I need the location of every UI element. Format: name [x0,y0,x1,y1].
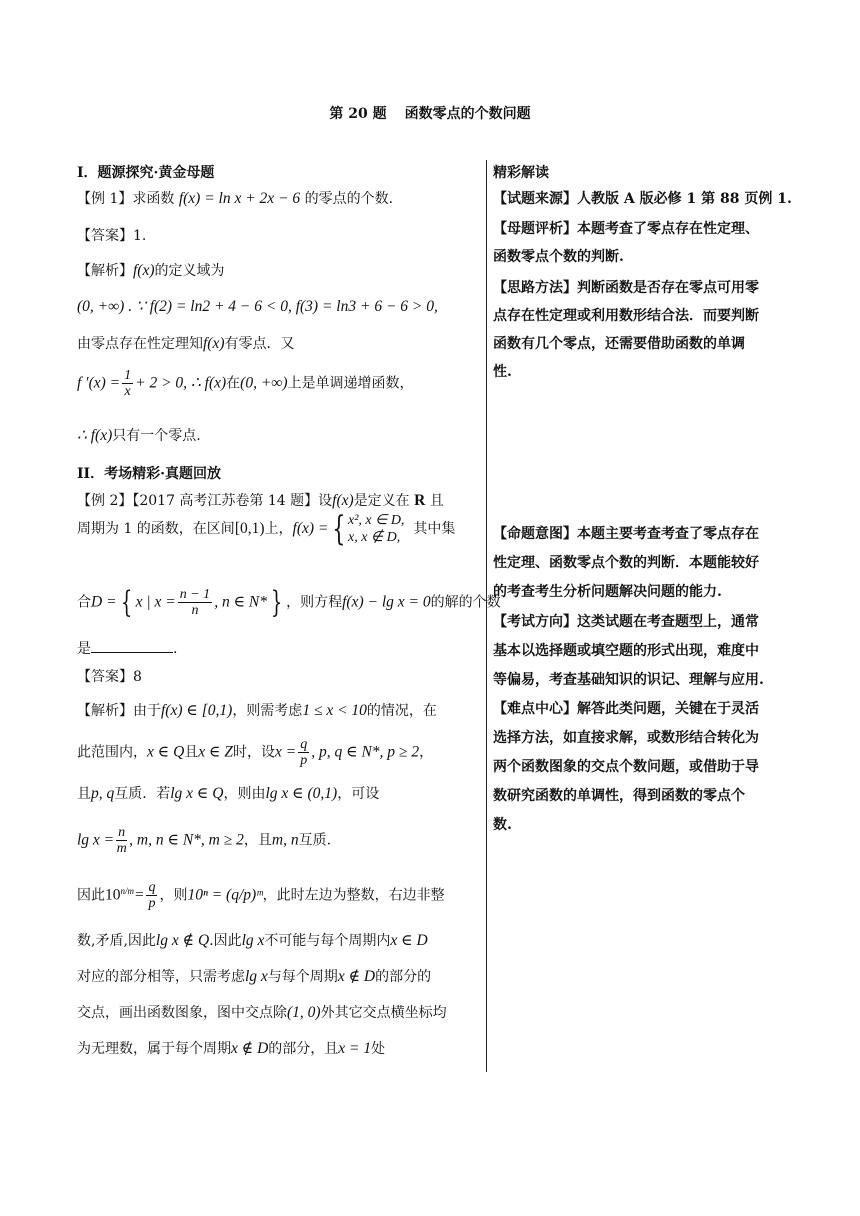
solution-text: 对应的部分相等，只需考虑 [77,969,245,985]
section-2-heading: II．考场精彩·真题回放 [77,466,221,482]
math-range: f(x) ∈ [0,1) [161,702,233,719]
example-2-text: 且 [429,493,444,509]
commentary-heading: 精彩解读 [493,165,549,181]
commentary-direction-cont: 等偏易，考查基础知识的识记、理解与应用. [493,672,764,688]
fraction-numerator: q [148,880,156,895]
math-derivative: f ′(x) = [77,374,121,392]
math-condition: x ∈ Z [198,743,234,761]
piecewise-cases [348,512,404,546]
example-1-text-end: 的零点的个数. [304,191,394,207]
fraction-numerator: n [118,825,126,840]
commentary-intent: 【命题意图】本题主要考查考查了零点存在 [493,526,759,542]
case-1: x², x ∈ D, [348,513,405,528]
example-2-text: 周期为 1 的函数，在区间 [77,521,235,537]
solution-text: 的部分，且 [268,1041,339,1057]
solution-text: 有零点．又 [224,336,295,352]
example-1-tag: 【例 1】 [77,191,133,207]
commentary-difficulty-cont: 两个函数图象的交点个数问题，或借助于导 [493,759,759,775]
solution-1-tag: 【解析】 [77,263,133,279]
math-mn: m, n [271,831,299,849]
math-condition: x ∉ D [231,1040,269,1057]
commentary-method-cont: 函数有几个零点，还需要借助函数的单调 [493,336,745,352]
example-2-line-4 [77,638,177,658]
example-2-line-2 [77,509,456,549]
fraction [178,587,212,618]
example-2-tag: 【例 2】【2017 高考江苏卷第 14 题】 [77,493,319,509]
solution-text: 处 [371,1041,386,1057]
solution-2-tag: 【解析】 [77,703,133,719]
solution-text: 交点，画出函数图象，图中交点除 [77,1005,287,1021]
math-lgx: lg x [245,968,268,985]
solution-1-line-2 [77,297,438,316]
math-piecewise-lhs: f(x) = [292,520,329,537]
solution-text: 在 [226,375,241,392]
fraction-denominator: n [191,603,199,618]
fraction [146,880,157,911]
solution-text: ，则需考虑 [232,703,303,719]
math-lgx: lg x = [77,831,115,849]
answer-2 [77,666,142,686]
math-domain-and-values: (0, +∞) . ∵ f(2) = ln2 + 4 − 6 < 0, f(3) = ln3 + 6 − 6 > 0, [77,298,438,315]
solution-2-line-3 [77,783,379,803]
math-equals: = [134,886,145,904]
problem-number: 第 20 题 [329,106,387,122]
math-derivative-rest: + 2 > 0, ∴ f(x) [135,374,227,392]
math-condition: lg x ∈ Q [170,785,224,802]
example-1 [77,188,393,208]
math-condition: x ∈ D [390,932,428,949]
math-condition: x = 1 [338,1040,372,1057]
math-inequality: 1 ≤ x < 10 [302,702,367,719]
commentary-direction-cont: 基本以选择题或填空题的形式出现，难度中 [493,643,759,659]
commentary-analysis: 【母题评析】本题考查了零点存在性定理、 [493,221,759,237]
math-base: 10 [105,886,121,904]
solution-2-line-9 [77,1038,385,1058]
example-2-line-3 [77,585,501,620]
example-2-text: 是 [77,641,91,657]
solution-2-line-2 [77,737,433,768]
math-exponent: n/m [120,885,134,896]
example-2-text: 是定义在 [353,493,410,509]
math-condition: lg x ∈ (0,1) [265,785,338,802]
math-condition: x ∈ Q [147,743,185,761]
solution-2-line-5 [77,880,445,911]
math-equation: f(x) − lg x = 0 [342,593,431,611]
solution-1-line-5 [77,425,201,445]
example-1-formula: f(x) = ln x + 2x − 6 [178,190,301,207]
math-set-condition: , n ∈ N* [214,593,267,611]
commentary-method-cont: 点存在性定理或利用数形结合法．而要判断 [493,308,759,324]
solution-text: 为无理数，属于每个周期 [77,1041,231,1057]
math-condition: , p, q ∈ N*, p ≥ 2 [311,743,420,761]
example-2-text: 上， [264,521,293,537]
example-2-text: 设 [318,493,333,509]
math-condition: lg x ∉ Q [155,932,210,949]
solution-text: ，可设 [337,786,380,802]
math-R: R [414,492,426,509]
example-2-text: 合 [77,594,91,611]
fraction-denominator: p [300,753,308,768]
commentary-source: 【试题来源】人教版 A 版必修 1 第 88 页例 1. [493,191,792,207]
answer-1 [77,225,146,245]
solution-text: .因此 [209,933,242,949]
solution-text: ，且 [243,832,272,849]
example-2-text: ，则方程 [286,594,343,611]
solution-2-line-7 [77,966,431,986]
solution-text: 的定义域为 [154,263,225,279]
answer-2-tag: 【答案】 [77,669,133,685]
solution-text: 只有一个零点. [112,428,201,444]
set-brace-open: { [120,585,132,620]
solution-text: ， [419,744,434,761]
commentary-direction: 【考试方向】这类试题在考查题型上，通常 [493,614,759,630]
solution-text: 上是单调递增函数， [287,375,414,392]
piecewise-brace: { [332,509,346,549]
solution-text: 的部分的 [375,969,432,985]
example-2-line-1 [77,490,444,510]
solution-text: 互质．若 [114,786,171,802]
solution-1-line-4 [77,368,414,399]
solution-text: 数,矛盾,因此 [77,933,156,949]
solution-text: ，则 [159,887,188,904]
commentary-difficulty-cont: 数研究函数的单调性，得到函数的零点个 [493,788,745,804]
math-fx: f(x) [332,492,354,509]
answer-1-tag: 【答案】 [77,228,133,244]
example-2-text: 其中集 [413,521,456,537]
solution-2-line-1 [77,700,437,720]
math-set-D: D = [91,593,117,611]
example-2-text: 的解的个数 [430,594,501,611]
answer-blank [91,640,173,653]
fraction-numerator: 1 [124,368,132,383]
solution-text: 时，设 [233,744,276,761]
solution-text: 由零点存在性定理知 [77,336,203,352]
solution-text: 与每个周期 [267,969,338,985]
fraction [122,368,133,399]
commentary-difficulty-cont: 选择方法，如直接求解，或数形结合转化为 [493,730,759,746]
commentary-difficulty: 【难点中心】解答此类问题，关键在于灵活 [493,701,759,717]
solution-2-line-6 [77,930,428,950]
fraction-numerator: q [300,737,308,752]
case-2: x, x ∉ D, [348,530,401,545]
fraction-numerator: n − 1 [179,587,211,602]
fraction-denominator: x [124,384,131,399]
solution-text: 外其它交点横坐标均 [320,1005,447,1021]
solution-1-line-3 [77,333,295,353]
solution-text: ，此时左边为整数，右边非整 [262,887,445,904]
solution-text: 由于 [133,703,161,719]
math-equation: 10ⁿ = (q/p)ᵐ [187,886,263,904]
solution-text: 且 [184,744,199,761]
solution-text: 此范围内， [77,744,147,761]
set-brace-close: } [270,585,283,620]
fraction [116,825,127,856]
math-pq: p, q [91,785,115,802]
example-1-text: 求函数 [132,191,175,207]
solution-1-line-1 [77,260,225,280]
commentary-method: 【思路方法】判断函数是否存在零点可用零 [493,280,759,296]
fraction-denominator: m [116,841,127,856]
problem-topic: 函数零点的个数问题 [404,106,531,122]
solution-2-line-4 [77,825,331,856]
math-condition: x ∉ D [337,968,376,985]
math-interval: (0, +∞) [240,374,288,392]
page-title [0,103,860,123]
math-set-builder: x | x = [135,593,176,611]
section-1-heading: I．题源探究·黄金母题 [77,165,215,181]
example-2-text: . [173,641,178,657]
solution-text: 因此 [77,887,105,904]
commentary-intent-cont: 性定理、函数零点个数的判断．本题能较好 [493,555,759,571]
answer-2-value: 8 [133,669,142,685]
answer-1-value: 1. [133,228,147,244]
math-point: (1, 0) [287,1004,321,1021]
commentary-analysis-cont: 函数零点个数的判断. [493,249,624,265]
math-condition: , m, n ∈ N*, m ≥ 2 [129,831,244,849]
commentary-intent-cont: 的考查考生分析问题解决问题的能力. [493,584,722,600]
math-fx: f(x) [133,262,155,279]
fraction [298,737,309,768]
solution-2-line-8 [77,1002,447,1022]
solution-text: 且 [77,786,91,802]
solution-text: 的情况，在 [366,703,437,719]
solution-text: 互质. [298,832,332,849]
commentary-difficulty-cont: 数. [493,817,512,833]
solution-text: ，则由 [223,786,266,802]
math-lgx: lg x [241,932,265,949]
solution-text: 不可能与每个周期内 [264,933,391,949]
math-x-equals: x = [275,743,297,761]
math-interval: [0,1) [234,520,265,537]
math-fx: ∴ f(x) [77,427,113,444]
fraction-denominator: p [148,896,156,911]
commentary-method-cont: 性. [493,364,512,380]
math-fx: f(x) [203,335,225,352]
